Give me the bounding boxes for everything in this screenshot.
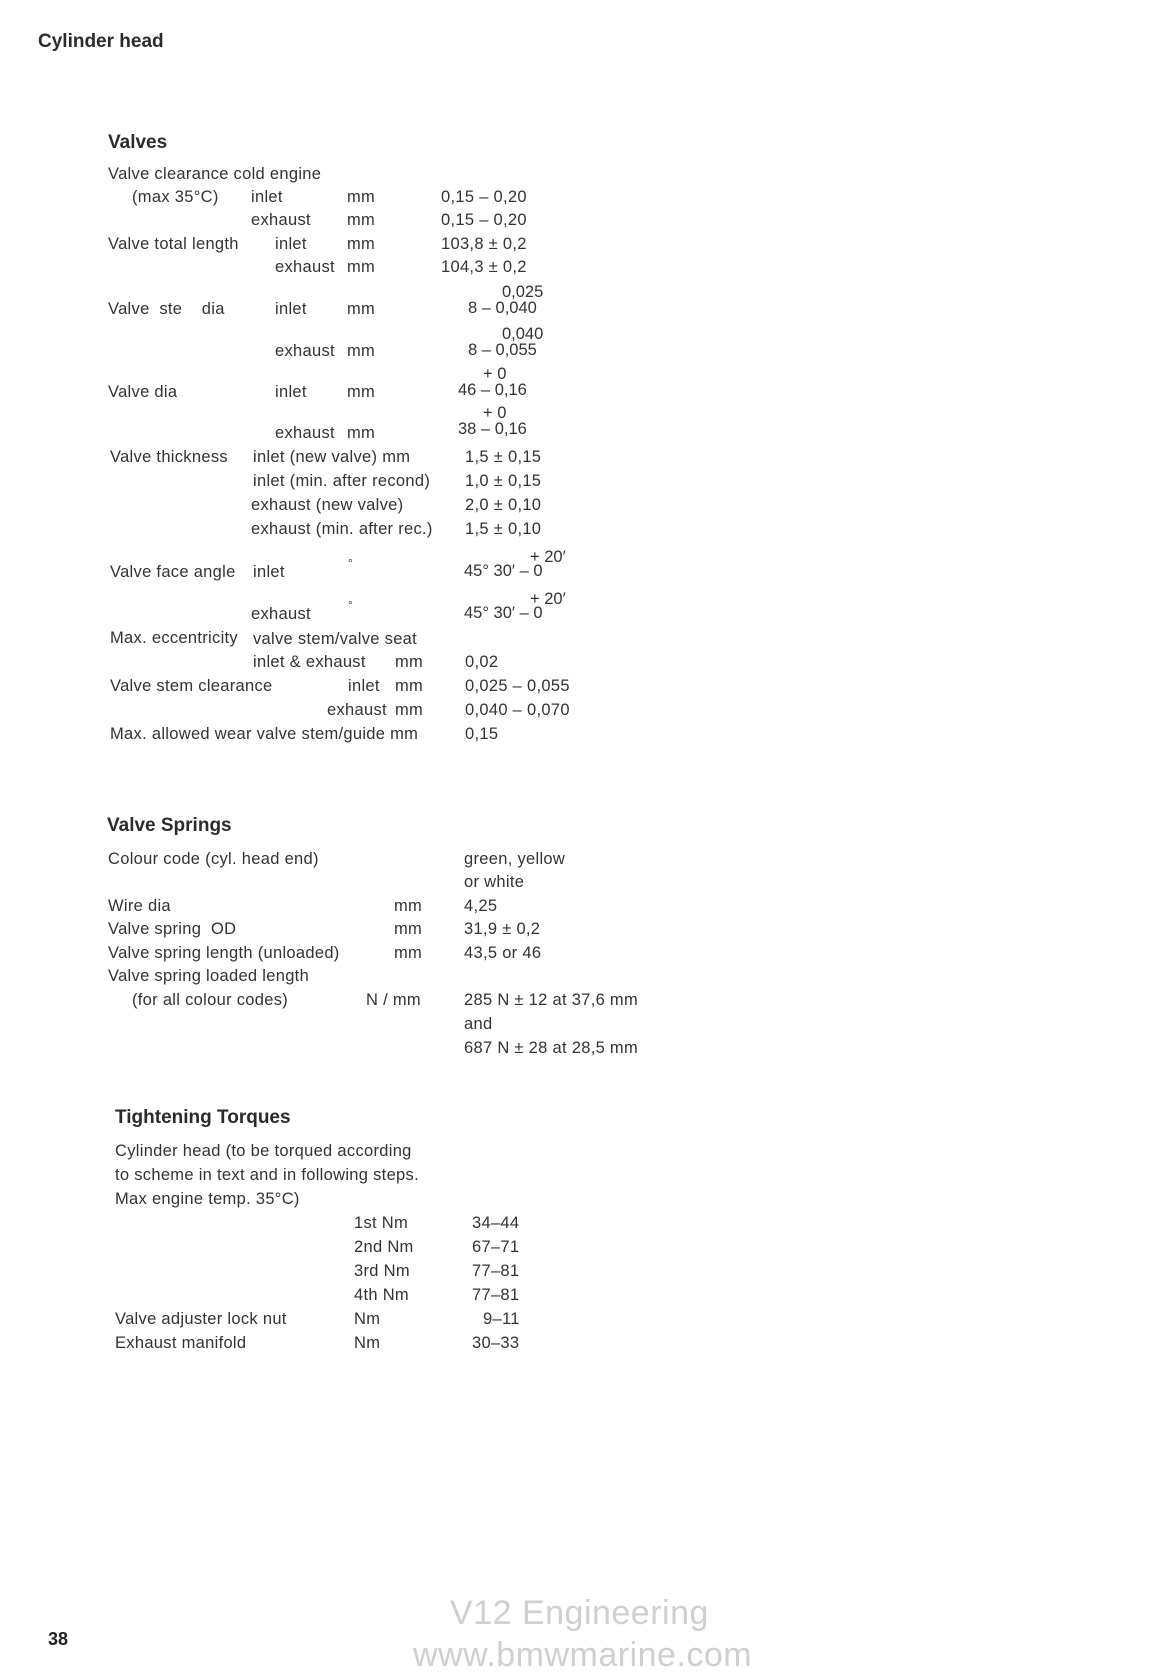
valve-dia-label: Valve dia xyxy=(108,383,178,401)
thickness-row-value: 1,0 ± 0,15 xyxy=(465,472,542,490)
thickness-row-value: 1,5 ± 0,15 xyxy=(465,448,542,466)
torque-other-unit: Nm xyxy=(354,1334,381,1352)
thickness-label: Valve thickness xyxy=(110,448,228,466)
valve-dia-inlet: inlet xyxy=(275,383,307,401)
colour-code-label: Colour code (cyl. head end) xyxy=(108,850,319,868)
clearance-inlet-unit: mm xyxy=(347,188,376,206)
torque-step: 1st Nm xyxy=(354,1214,409,1232)
stem-clearance-inlet: inlet xyxy=(348,677,380,695)
stem-dia-exhaust: exhaust xyxy=(275,342,335,360)
torques-desc-3: Max engine temp. 35°C) xyxy=(115,1190,300,1208)
stem-dia-exhaust-base: 8 – 0,055 xyxy=(468,341,537,359)
face-angle-inlet: inlet xyxy=(253,563,285,581)
torque-step: 4th Nm xyxy=(354,1286,409,1304)
watermark-title: V12 Engineering xyxy=(450,1594,709,1632)
spring-row-value: 4,25 xyxy=(464,897,498,915)
thickness-row-value: 1,5 ± 0,10 xyxy=(465,520,542,538)
face-angle-exhaust: exhaust xyxy=(251,605,311,623)
loaded-length-and: and xyxy=(464,1015,493,1033)
stem-dia-inlet-unit: mm xyxy=(347,300,376,318)
eccentricity-sub: inlet & exhaust xyxy=(253,653,366,671)
clearance-exhaust-unit: mm xyxy=(347,211,376,229)
valve-dia-exhaust-base: 38 – 0,16 xyxy=(458,420,527,438)
stem-dia-exhaust-unit: mm xyxy=(347,342,376,360)
eccentricity-unit: mm xyxy=(395,653,424,671)
spring-row-label: Wire dia xyxy=(108,897,171,915)
loaded-length-label: Valve spring loaded length xyxy=(108,967,310,985)
total-length-inlet-unit: mm xyxy=(347,235,376,253)
torque-other-label: Exhaust manifold xyxy=(115,1334,247,1352)
face-angle-inlet-upper: + 20′ xyxy=(530,548,566,566)
loaded-length-unit: N / mm xyxy=(366,991,421,1009)
torque-other-value: 9–11 xyxy=(483,1310,520,1328)
stem-clearance-label: Valve stem clearance xyxy=(110,677,273,695)
stem-clearance-exhaust-unit: mm xyxy=(395,701,424,719)
spring-row-label: Valve spring OD xyxy=(108,920,237,938)
torque-step: 2nd Nm xyxy=(354,1238,414,1256)
loaded-length-value-1: 285 N ± 12 at 37,6 mm xyxy=(464,991,639,1009)
torque-step-value: 67–71 xyxy=(472,1238,520,1256)
eccentricity-desc: valve stem/valve seat xyxy=(253,630,418,648)
stem-clearance-exhaust-value: 0,040 – 0,070 xyxy=(465,701,570,719)
face-angle-exhaust-upper: + 20′ xyxy=(530,590,566,608)
colour-code-value: green, yellow xyxy=(464,850,566,868)
stem-clearance-exhaust: exhaust xyxy=(327,701,387,719)
total-length-inlet: inlet xyxy=(275,235,307,253)
valve-dia-exhaust-unit: mm xyxy=(347,424,376,442)
stem-clearance-inlet-unit: mm xyxy=(395,677,424,695)
spring-row-unit: mm xyxy=(394,920,423,938)
thickness-row-desc: exhaust (new valve) xyxy=(251,496,404,514)
valves-title: Valves xyxy=(108,132,168,153)
valve-dia-exhaust-upper: + 0 xyxy=(483,404,507,422)
valve-dia-inlet-upper: + 0 xyxy=(483,365,507,383)
total-length-exhaust: exhaust xyxy=(275,258,335,276)
stem-clearance-inlet-value: 0,025 – 0,055 xyxy=(465,677,570,695)
total-length-exhaust-unit: mm xyxy=(347,258,376,276)
wear-label: Max. allowed wear valve stem/guide mm xyxy=(110,725,419,743)
springs-title: Valve Springs xyxy=(107,815,232,836)
face-angle-inlet-unit: ° xyxy=(348,556,354,570)
torque-other-unit: Nm xyxy=(354,1310,381,1328)
stem-dia-inlet-base: 8 – 0,040 xyxy=(468,299,537,317)
colour-code-value-2: or white xyxy=(464,873,525,891)
eccentricity-value: 0,02 xyxy=(465,653,499,671)
torque-step-value: 34–44 xyxy=(472,1214,520,1232)
valve-dia-inlet-unit: mm xyxy=(347,383,376,401)
clearance-condition: (max 35°C) xyxy=(132,188,219,206)
thickness-row-desc: inlet (min. after recond) xyxy=(253,472,431,490)
stem-dia-exhaust-upper: 0,040 xyxy=(502,325,544,343)
clearance-inlet: inlet xyxy=(251,188,283,206)
clearance-label: Valve clearance cold engine xyxy=(108,165,322,183)
stem-dia-inlet-upper: 0,025 xyxy=(502,283,544,301)
spring-row-unit: mm xyxy=(394,897,423,915)
face-angle-exhaust-unit: ° xyxy=(348,598,354,612)
eccentricity-label: Max. eccentricity xyxy=(110,629,238,647)
thickness-row-desc: exhaust (min. after rec.) xyxy=(251,520,433,538)
wear-value: 0,15 xyxy=(465,725,499,743)
torque-step-value: 77–81 xyxy=(472,1262,520,1280)
loaded-length-value-2: 687 N ± 28 at 28,5 mm xyxy=(464,1039,639,1057)
stem-dia-label: Valve ste dia xyxy=(108,300,225,318)
thickness-row-value: 2,0 ± 0,10 xyxy=(465,496,542,514)
face-angle-label: Valve face angle xyxy=(110,563,236,581)
section-header: Cylinder head xyxy=(38,31,164,52)
torques-desc-2: to scheme in text and in following steps. xyxy=(115,1166,419,1184)
total-length-inlet-value: 103,8 ± 0,2 xyxy=(441,235,527,253)
loaded-length-sub: (for all colour codes) xyxy=(132,991,289,1009)
torques-desc-1: Cylinder head (to be torqued according xyxy=(115,1142,412,1160)
stem-dia-inlet: inlet xyxy=(275,300,307,318)
torque-step: 3rd Nm xyxy=(354,1262,410,1280)
spring-row-label: Valve spring length (unloaded) xyxy=(108,944,340,962)
torque-step-value: 77–81 xyxy=(472,1286,520,1304)
spring-row-value: 43,5 or 46 xyxy=(464,944,542,962)
torque-other-value: 30–33 xyxy=(472,1334,520,1352)
spring-row-unit: mm xyxy=(394,944,423,962)
valve-dia-inlet-base: 46 – 0,16 xyxy=(458,381,527,399)
valve-dia-exhaust: exhaust xyxy=(275,424,335,442)
total-length-label: Valve total length xyxy=(108,235,239,253)
face-angle-inlet-base: 45° 30′ – 0 xyxy=(464,562,543,580)
clearance-exhaust-value: 0,15 – 0,20 xyxy=(441,211,527,229)
clearance-exhaust: exhaust xyxy=(251,211,311,229)
clearance-inlet-value: 0,15 – 0,20 xyxy=(441,188,527,206)
thickness-row-desc: inlet (new valve) mm xyxy=(253,448,411,466)
face-angle-exhaust-base: 45° 30′ – 0 xyxy=(464,604,543,622)
page-number: 38 xyxy=(48,1629,69,1649)
spring-row-value: 31,9 ± 0,2 xyxy=(464,920,541,938)
torque-other-label: Valve adjuster lock nut xyxy=(115,1310,287,1328)
torques-title: Tightening Torques xyxy=(115,1107,291,1128)
total-length-exhaust-value: 104,3 ± 0,2 xyxy=(441,258,527,276)
watermark-url: www.bmwmarine.com xyxy=(413,1636,753,1674)
